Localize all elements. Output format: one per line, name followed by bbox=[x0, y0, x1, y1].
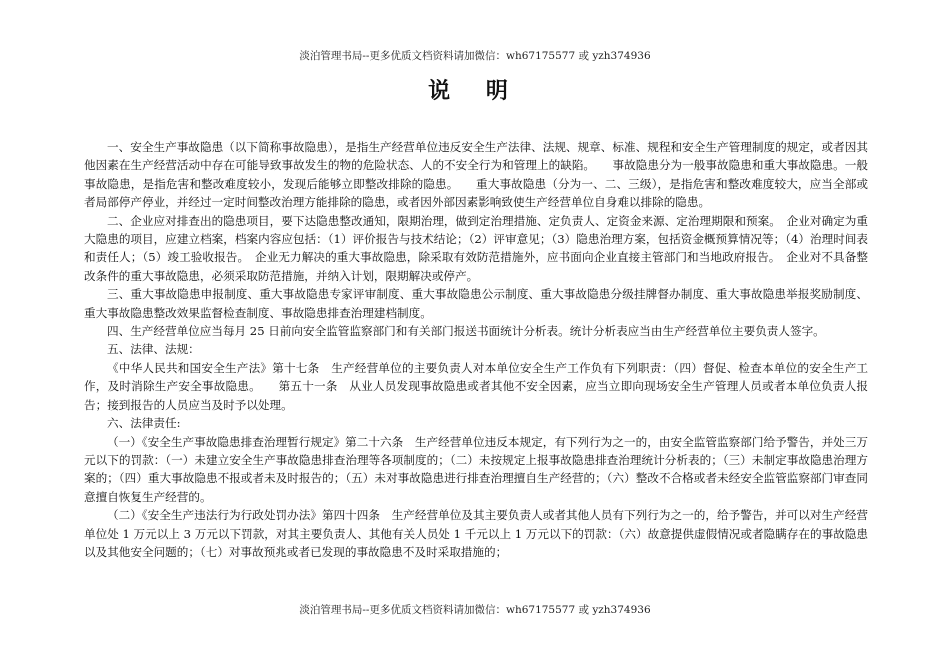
header-note: 淡泊管理书局--更多优质文档资料请加微信：wh67175577 或 yzh374936 bbox=[299, 50, 651, 62]
paragraph-monthly-report: 四、生产经营单位应当每月 25 日前向安全监管监察部门和有关部门报送书面统计分析表。统计分析表应当由生产经营单位主要负责人签字。 bbox=[107, 324, 825, 339]
heading-laws: 五、法律、法规： bbox=[107, 342, 200, 357]
footer-note: 淡泊管理书局--更多优质文档资料请加微信：wh67175577 或 yzh374936 bbox=[299, 604, 651, 616]
document-body bbox=[84, 138, 868, 561]
heading-legal-liability: 六、法律责任: bbox=[107, 416, 181, 431]
paragraph-liability-2: （二）《安全生产违法行为行政处罚办法》第四十四条 生产经营单位及其主要负责人或者其他人员有下列行为之一的，给予警告，并可以对生产经营单位处 1 万元以上 3 万元以下罚款，对其主要负责人、其他有关人员处 1 千元以上 1 万元以下的罚款：（六）故意提供虚假情况或者隐瞒存在的事故隐患以及其他安全问题的；（七）对事故预兆或者已发现的事故隐患不及时采取措施的； bbox=[84, 508, 868, 559]
paragraph-systems: 三、重大事故隐患申报制度、重大事故隐患专家评审制度、重大事故隐患公示制度、重大事故隐患分级挂牌督办制度、重大事故隐患举报奖励制度、重大事故隐患整改效果监督检查制度、事故隐患排查治理建档制度。 bbox=[84, 287, 868, 320]
paragraph-hidden-danger-definition: 一、安全生产事故隐患（以下简称事故隐患），是指生产经营单位违反安全生产法律、法规、规章、标准、规程和安全生产管理制度的规定，或者因其他因素在生产经营活动中存在可能导致事故发生的物的危险状态、人的不安全行为和管理上的缺陷。 事故隐患分为一般事故隐患和重大事故隐患。一般事故隐患，是指危害和整改难度较小，发现后能够立即整改排除的隐患。 重大事故隐患（分为一、二、三级），是指危害和整改难度较大，应当全部或者局部停产停业，并经过一定时间整改治理方能排除的隐患，或者因外部因素影响致使生产经营单位自身难以排除的隐患。 bbox=[84, 140, 868, 210]
page-title: 说 明 bbox=[428, 78, 522, 104]
paragraph-rectification: 二、企业应对排查出的隐患项目，要下达隐患整改通知，限期治理，做到定治理措施、定负责人、定资金来源、定治理期限和预案。 企业对确定为重大隐患的项目，应建立档案，档案内容应包括：（1）评价报告与技术结论；（2）评审意见；（3）隐患治理方案，包括资金概预算情况等；（4）治理时间表和责任人；（5）竣工验收报告。 企业无力解决的重大事故隐患，除采取有效防范措施外，应书面向企业直接主管部门和当地政府报告。 企业对不具备整改条件的重大事故隐患，必须采取防范措施，并纳入计划，限期解决或停产。 bbox=[84, 213, 868, 283]
paragraph-liability-1: （一）《安全生产事故隐患排查治理暂行规定》第二十六条 生产经营单位违反本规定，有下列行为之一的，由安全监管监察部门给予警告，并处三万元以下的罚款：（一）未建立安全生产事故隐患排查治理等各项制度的；（二）未按规定上报事故隐患排查治理统计分析表的；（三）未制定事故隐患治理方案的；（四）重大事故隐患不报或者未及时报告的；（五）未对事故隐患进行排查治理擅自生产经营的；（六）整改不合格或者未经安全监管监察部门审查同意擅自恢复生产经营的。 bbox=[84, 434, 868, 504]
paragraph-safety-law: 《中华人民共和国安全生产法》第十七条 生产经营单位的主要负责人对本单位安全生产工作负有下列职责：（四）督促、检查本单位的安全生产工作，及时消除生产安全事故隐患。 第五十一条 从业人员发现事故隐患或者其他不安全因素，应当立即向现场安全生产管理人员或者本单位负责人报告；接到报告的人员应当及时予以处理。 bbox=[84, 360, 868, 412]
